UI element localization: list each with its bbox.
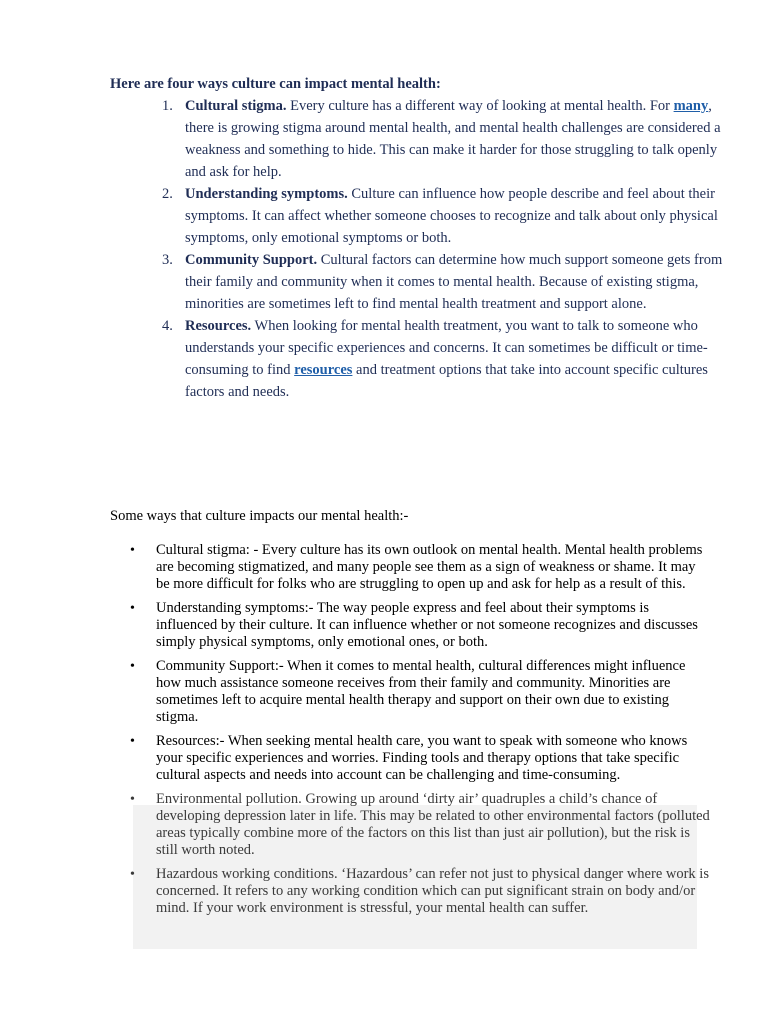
bullet-text: Environmental pollution. Growing up around ‘dirty air’ quadruples a child’s chance of developing depression later in life. This may be related to other environmental factors (polluted areas typically combine more of the factors on this list than just air pollution), but the risk is still worth noted.	[156, 791, 710, 858]
item-text: When looking for mental health treatment, you want to talk to someone who understands your specific experiences and concerns. It can sometimes be difficult or time-consuming to find	[185, 318, 708, 378]
section2-heading: Some ways that culture impacts our mental health:-	[110, 508, 409, 524]
many-link[interactable]: many	[673, 98, 709, 114]
four-ways-list	[110, 95, 730, 403]
item-text-cont: , there is growing stigma around mental health, and mental health challenges are considered a weakness and something to hide. This can make it harder for those struggling to talk openly and ask for help.	[185, 98, 721, 180]
bullet-text: Hazardous working conditions. ‘Hazardous’ can refer not just to physical danger where work is concerned. It refers to any working condition which can put significant strain on body and/or mind. If your work environment is stressful, your mental health can suffer.	[156, 866, 709, 916]
resources-link[interactable]: resources	[294, 362, 353, 378]
list-item-community-support	[110, 249, 730, 315]
bullet-item-community-support	[110, 658, 710, 726]
bullet-item-environmental-pollution	[110, 791, 710, 859]
bullet-text: Community Support:- When it comes to mental health, cultural differences might influence how much assistance someone receives from their family and community. Minorities are sometimes left to acquire mental health therapy and support on their own due to existing stigma.	[156, 658, 686, 725]
bullet-item-hazardous-working-conditions	[110, 866, 710, 917]
list-item-cultural-stigma	[110, 95, 730, 183]
culture-impacts-bullet-list	[110, 542, 710, 924]
item-title: Resources.	[185, 318, 252, 334]
bullet-icon: •	[130, 659, 135, 674]
bullet-icon: •	[130, 543, 135, 558]
bullet-text: Resources:- When seeking mental health care, you want to speak with someone who knows your specific experiences and worries. Finding tools and therapy options that take specific cultural aspects and needs into account can be challenging and time-consuming.	[156, 733, 688, 783]
item-number: 4.	[162, 318, 173, 334]
bullet-icon: •	[130, 792, 135, 807]
section1-heading: Here are four ways culture can impact mental health:	[110, 76, 441, 92]
item-number: 3.	[162, 252, 173, 268]
item-title: Understanding symptoms.	[185, 186, 348, 202]
four-ways-section	[110, 73, 730, 403]
bullet-icon: •	[130, 601, 135, 616]
item-text: Every culture has a different way of looking at mental health. For	[286, 98, 674, 114]
item-text: Culture can influence how people describe and feel about their symptoms. It can affect whether someone chooses to recognize and talk about only physical symptoms, only emotional symptoms or both.	[185, 186, 718, 246]
bullet-icon: •	[130, 734, 135, 749]
item-number: 2.	[162, 186, 173, 202]
bullet-text: Cultural stigma: - Every culture has its own outlook on mental health. Mental health problems are becoming stigmatized, and many people see them as a sign of weakness or shame. It may be more difficult for folks who are struggling to open up and ask for help as a result of this.	[156, 542, 703, 592]
bullet-item-cultural-stigma	[110, 542, 710, 593]
item-text: Cultural factors can determine how much support someone gets from their family and community when it comes to mental health. Because of existing stigma, minorities are sometimes left to find mental health treatment and support alone.	[185, 252, 723, 312]
bullet-item-understanding-symptoms	[110, 600, 710, 651]
bullet-text: Understanding symptoms:- The way people express and feel about their symptoms is influenced by their culture. It can influence whether or not someone recognizes and discusses simply physical symptoms, only emotional ones, or both.	[156, 600, 698, 650]
list-item-resources	[110, 315, 730, 403]
bullet-item-resources	[110, 733, 710, 784]
item-text-cont: and treatment options that take into account specific cultures factors and needs.	[185, 362, 708, 400]
bullet-icon: •	[130, 867, 135, 882]
item-title: Cultural stigma.	[185, 98, 287, 114]
item-title: Community Support.	[185, 252, 318, 268]
item-number: 1.	[162, 98, 173, 114]
list-item-understanding-symptoms	[110, 183, 730, 249]
